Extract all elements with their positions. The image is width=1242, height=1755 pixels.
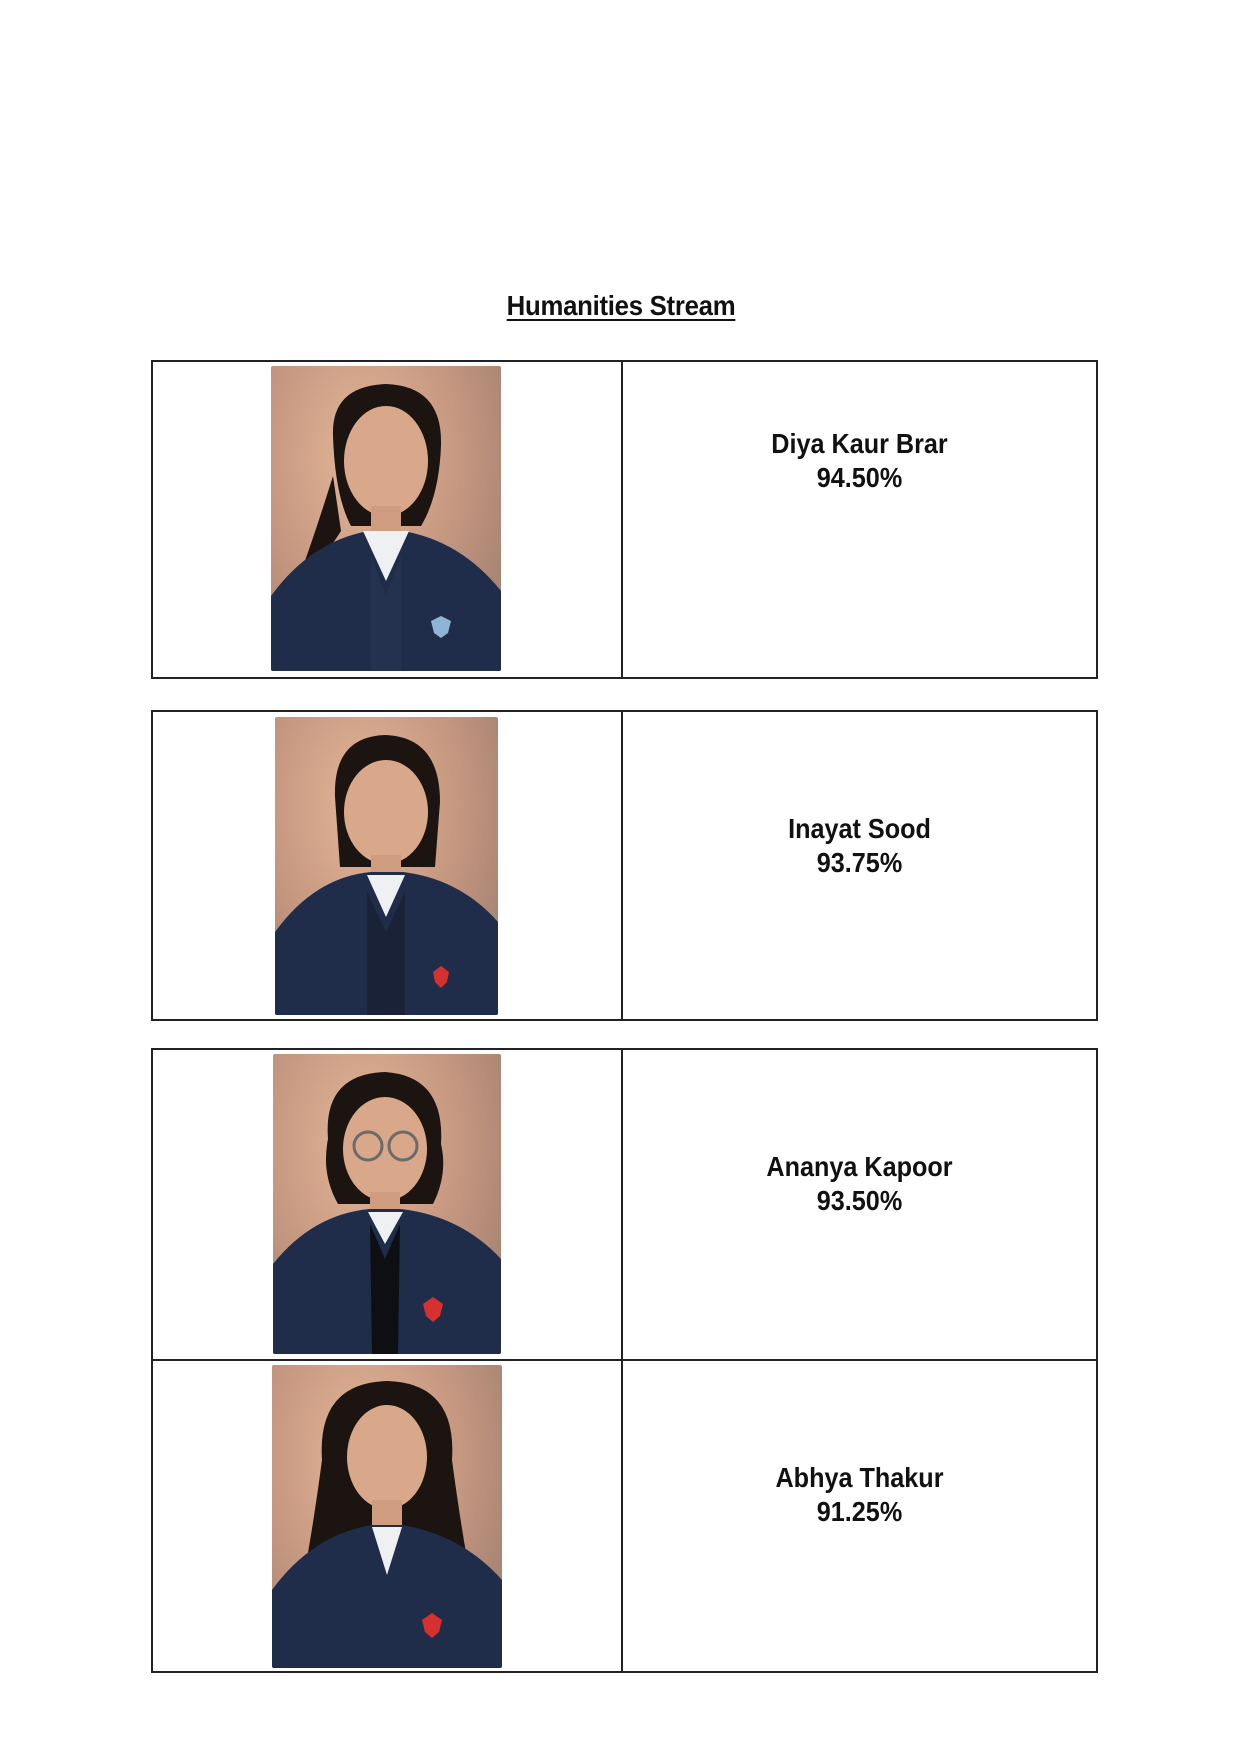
student-info: [647, 1150, 1073, 1218]
result-table-2: [151, 710, 1098, 1021]
result-table-3: [151, 1048, 1098, 1673]
section-heading: [50, 290, 1193, 322]
info-cell: [622, 711, 1097, 1020]
student-portrait: [273, 1054, 501, 1354]
student-portrait: [275, 717, 498, 1015]
student-portrait: [271, 366, 501, 671]
info-cell: [622, 361, 1097, 678]
photo-cell: [152, 1360, 622, 1672]
student-percentage: 91.25%: [816, 1496, 903, 1527]
student-name: Diya Kaur Brar: [771, 428, 948, 459]
photo-cell: [152, 711, 622, 1020]
student-photo-ananya: [273, 1054, 501, 1354]
student-photo-abhya: [272, 1365, 502, 1668]
info-cell: [622, 1360, 1097, 1672]
student-name: Ananya Kapoor: [766, 1151, 953, 1182]
table-row: [152, 361, 1097, 678]
photo-cell: [152, 361, 622, 678]
student-name: Abhya Thakur: [775, 1462, 944, 1493]
photo-cell: [152, 1049, 622, 1360]
table-row: [152, 1049, 1097, 1360]
result-table-1: [151, 360, 1098, 679]
info-cell: [622, 1049, 1097, 1360]
student-photo-diya: [271, 366, 501, 671]
student-percentage: 94.50%: [816, 462, 903, 493]
student-photo-inayat: [275, 717, 498, 1015]
student-info: [647, 1461, 1073, 1529]
student-info: [647, 812, 1073, 880]
student-portrait: [272, 1365, 502, 1668]
student-info: [647, 427, 1073, 495]
student-percentage: 93.75%: [816, 847, 903, 878]
section-heading-text: Humanities Stream: [506, 290, 736, 321]
student-percentage: 93.50%: [816, 1185, 903, 1216]
student-name: Inayat Sood: [788, 813, 931, 844]
table-row: [152, 711, 1097, 1020]
table-row: [152, 1360, 1097, 1672]
